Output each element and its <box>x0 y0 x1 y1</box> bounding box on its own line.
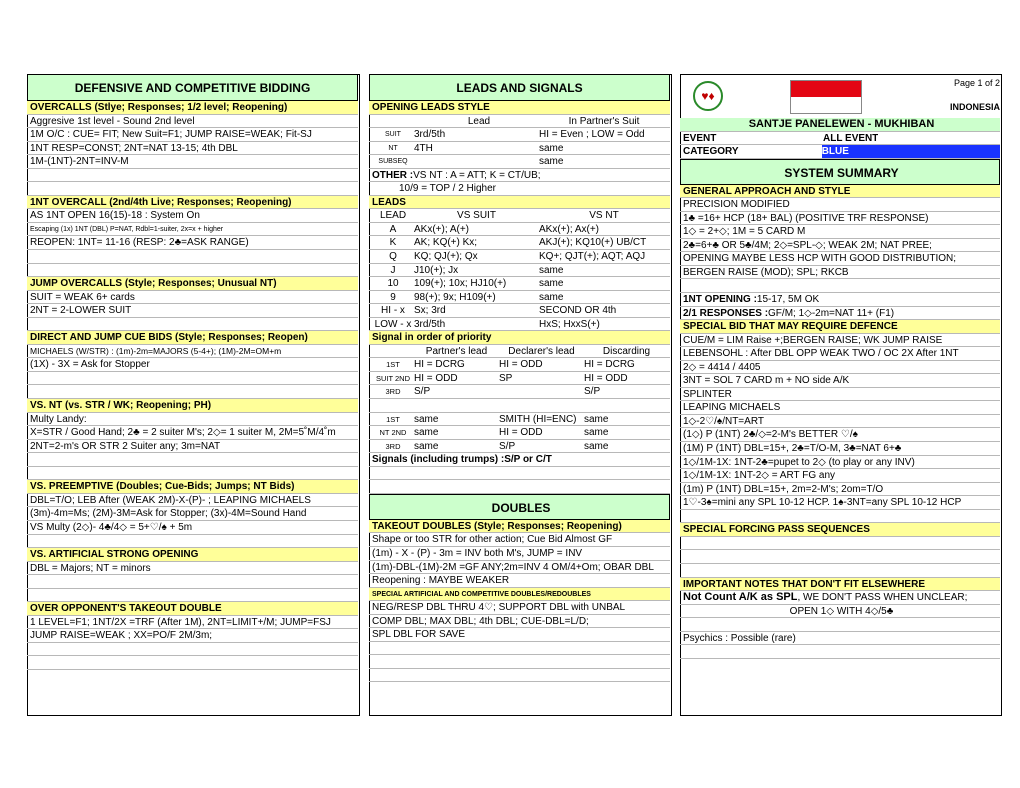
cell: HI = ODD <box>499 427 543 439</box>
cell: AKx(+); Ax(+) <box>539 223 600 235</box>
cell: J10(+); Jx <box>414 264 459 276</box>
psychics-line: Psychics : Possible (rare) <box>680 632 1000 646</box>
opening-leads-row <box>369 142 670 156</box>
pair-names: SANTJE PANELEWEN - MUKHIBAN <box>680 118 1000 132</box>
cell: AKx(+); A(+) <box>414 223 470 235</box>
general-line: 1◇ = 2+◇; 1M = 5 CARD M <box>680 225 1000 239</box>
special-bid-line: LEAPING MICHAELS <box>680 401 1000 415</box>
cell: AKJ(+); KQ10(+) UB/CT <box>539 237 647 249</box>
cell: SMITH (HI=ENC) <box>499 413 577 425</box>
nt-overcall-line: Escaping (1x) 1NT (DBL) P=NAT, Rdbl=1-suiter, 2x=x + higher <box>27 223 358 237</box>
cell: S/P <box>584 386 601 398</box>
cell: SP <box>499 372 513 384</box>
special-bid-line: 3NT = SOL 7 CARD m + NO side A/K <box>680 374 1000 388</box>
cell <box>414 155 539 168</box>
forcing-pass-heading: SPECIAL FORCING PASS SEQUENCES <box>680 523 1000 537</box>
country-name: INDONESIA <box>949 102 1000 112</box>
cell: same <box>539 264 564 276</box>
row-label: 10 <box>387 278 399 290</box>
col-header: In Partner's Suit <box>568 115 640 127</box>
takeout-double-line: 1 LEVEL=F1; 1NT/2X =TRF (After 1M), 2NT=LIMIT+/M; JUMP=FSJ <box>27 616 358 630</box>
cell: 98(+); 9x; H109(+) <box>414 291 496 303</box>
note-bold: Not Count A/K as SPL <box>683 591 798 604</box>
cue-bids-line: (1X) - 3X = Ask for Stopper <box>27 358 358 372</box>
blank-line <box>27 467 358 481</box>
special-bid-line: 1♡-3♠=mini any SPL 10-12 HCP. 1♠-3NT=any SPL 10-12 HCP <box>680 496 1000 510</box>
cell: S/P <box>414 386 431 398</box>
leads-heading: LEADS <box>369 196 670 210</box>
cell: HI = Even ; LOW = Odd <box>539 129 645 141</box>
row-label: SUIT <box>385 131 401 139</box>
doubles-title: DOUBLES <box>369 494 670 520</box>
row-label: HI - x <box>381 305 405 317</box>
general-line: OPENING MAYBE LESS HCP WITH GOOD DISTRIBUTION; <box>680 252 1000 266</box>
leads-row <box>369 223 670 237</box>
vs-nt-line: X=STR / Good Hand; 2♣ = 2 suiter M's; 2◇= 1 suiter M, 2M=5˚M/4˚m <box>27 426 358 440</box>
special-bid-line: LEBENSOHL : After DBL OPP WEAK TWO / OC 2X After 1NT <box>680 347 1000 361</box>
responses-value: GF/M; 1◇-2m=NAT 11+ (F1) <box>768 307 895 319</box>
opening-leads-header-row <box>369 115 670 129</box>
row-label: NT <box>388 144 398 152</box>
general-line: BERGEN RAISE (MOD); SPL; RKCB <box>680 266 1000 280</box>
blank-line <box>369 669 670 683</box>
blank-line <box>27 318 358 332</box>
general-line: PRECISION MODIFIED <box>680 198 1000 212</box>
special-bid-line: 1◇/1M-1X: 1NT-2♣=pupet to 2◇ (to play or any INV) <box>680 456 1000 470</box>
blank-line <box>680 645 1000 659</box>
takeout-doubles-line: (1m) - X - (P) - 3m = INV both M's, JUMP = INV <box>369 547 670 561</box>
page-number: Page 1 of 2 <box>953 78 1000 88</box>
svg-text:♥♦: ♥♦ <box>701 89 715 103</box>
general-approach-heading: GENERAL APPROACH AND STYLE <box>680 185 1000 199</box>
leads-header-row <box>369 209 670 223</box>
col-header: VS NT <box>589 210 619 222</box>
leads-row <box>369 304 670 318</box>
special-bid-line: 2◇ = 4414 / 4405 <box>680 361 1000 375</box>
special-doubles-line: SPL DBL FOR SAVE <box>369 628 670 642</box>
leads-row <box>369 264 670 278</box>
signal-heading: Signal in order of priority <box>369 331 670 345</box>
opening-leads-heading: OPENING LEADS STYLE <box>369 101 670 115</box>
cell: 3rd/5th <box>414 129 446 141</box>
cell: HI = ODD <box>499 359 543 371</box>
row-label: 9 <box>390 291 396 303</box>
defensive-title: DEFENSIVE AND COMPETITIVE BIDDING <box>27 74 358 101</box>
nt-opening-row <box>680 293 1000 307</box>
other-row <box>369 169 670 183</box>
takeout-doubles-heading: TAKEOUT DOUBLES (Style; Responses; Reopening) <box>369 520 670 534</box>
blank-line <box>27 535 358 549</box>
category-row <box>680 145 1000 159</box>
blank-line <box>27 250 358 264</box>
cell: Sx; 3rd <box>414 305 446 317</box>
takeout-doubles-line: Reopening : MAYBE WEAKER <box>369 574 670 588</box>
row-label: 3RD <box>385 387 401 397</box>
vs-nt-line: 2NT=2-m's OR STR 2 Suiter any; 3m=NAT <box>27 440 358 454</box>
cell: SECOND OR 4th <box>539 305 617 317</box>
signal-row <box>369 413 670 427</box>
cell: HI = ODD <box>584 372 628 384</box>
cell: same <box>539 142 564 154</box>
special-bid-list <box>680 334 1000 510</box>
blank-line <box>680 537 1000 551</box>
other-text: VS NT : A = ATT; K = CT/UB; <box>413 169 541 181</box>
cell: same <box>584 440 609 452</box>
event-value: ALL EVENT <box>823 132 879 144</box>
signal-suit-table <box>369 358 670 399</box>
opening-leads-row <box>369 128 670 142</box>
cell: same <box>539 278 564 290</box>
row-label: SUIT 2ND <box>375 373 411 383</box>
row-label: K <box>389 237 397 249</box>
blank-line <box>27 169 358 183</box>
blank-line <box>680 618 1000 632</box>
vs-preemptive-line: (3m)-4m=Ms; (2M)-3M=Ask for Stopper; (3x)-4M=Sound Hand <box>27 507 358 521</box>
col-header: LEAD <box>379 210 407 222</box>
leads-row <box>369 236 670 250</box>
special-bid-line: (1M) P (1NT) DBL=15+, 2♣=T/O-M, 3♣=NAT 6+♣ <box>680 442 1000 456</box>
special-doubles-line: COMP DBL; MAX DBL; 4th DBL; CUE-DBL=L/D; <box>369 615 670 629</box>
cell: same <box>539 291 564 303</box>
note-text: , WE DON'T PASS WHEN UNCLEAR; <box>797 592 968 604</box>
cell: 4TH <box>414 142 433 154</box>
nt-overcall-line: REOPEN: 1NT= 11-16 (RESP: 2♣=ASK RANGE) <box>27 236 358 250</box>
takeout-doubles-line: Shape or too STR for other action; Cue Bid Almost GF <box>369 533 670 547</box>
blank-line <box>369 642 670 656</box>
vs-preemptive-line: DBL=T/O; LEB After (WEAK 2M)-X-(P)- ; LEAPING MICHAELS <box>27 494 358 508</box>
row-label: A <box>389 223 397 235</box>
cell: same <box>414 440 439 452</box>
col-header: Discarding <box>602 345 651 357</box>
col-header: Lead <box>467 115 491 127</box>
cell: S/P <box>499 440 516 452</box>
category-label: CATEGORY <box>683 146 739 158</box>
system-summary-title: SYSTEM SUMMARY <box>680 159 1000 185</box>
row-label: Q <box>389 251 397 263</box>
signal-row <box>369 372 670 386</box>
blank-line <box>369 399 670 413</box>
signal-header-row <box>369 345 670 359</box>
row-label: 1ST <box>386 414 400 424</box>
special-doubles-line: NEG/RESP DBL THRU 4♡; SUPPORT DBL with UNBAL <box>369 601 670 615</box>
blank-line <box>27 656 358 670</box>
other-line-2: 10/9 = TOP / 2 Higher <box>369 182 670 196</box>
signal-nt-table <box>369 413 670 454</box>
signal-row <box>369 440 670 454</box>
leads-row <box>369 318 670 332</box>
trumps-signals: Signals (including trumps) :S/P or C/T <box>369 453 670 467</box>
important-note-2: OPEN 1◇ WITH 4◇/5♣ <box>680 605 1000 619</box>
overcalls-line: 1M O/C : CUE= FIT; New Suit=F1; JUMP RAISE=WEAK; Fit-SJ <box>27 128 358 142</box>
blank-line <box>27 575 358 589</box>
takeout-double-line: JUMP RAISE=WEAK ; XX=PO/F 2M/3m; <box>27 629 358 643</box>
signal-row <box>369 358 670 372</box>
overcalls-line: 1M-(1NT)-2NT=INV-M <box>27 155 358 169</box>
jump-overcalls-line: SUIT = WEAK 6+ cards <box>27 291 358 305</box>
special-bid-line: 1◇-2♡/♠/NT=ART <box>680 415 1000 429</box>
row-label: LOW - x <box>374 318 412 330</box>
blank-line <box>27 385 358 399</box>
row-label: 1ST <box>386 360 400 370</box>
row-label: SUBSEQ <box>378 158 408 166</box>
takeout-doubles-line: (1m)-DBL-(1M)-2M =GF ANY;2m=INV 4 OM/4+Om; OBAR DBL <box>369 561 670 575</box>
special-doubles-heading: SPECIAL ARTIFICIAL AND COMPETITIVE DOUBLES/REDOUBLES <box>369 588 670 602</box>
row-label: 3RD <box>385 441 401 451</box>
general-line: 2♣=6+♣ OR 5♣/4M; 2◇=SPL-◇; WEAK 2M; NAT PREE; <box>680 239 1000 253</box>
blank-line <box>27 589 358 603</box>
vs-nt-line: Multy Landy: <box>27 413 358 427</box>
row-label: J <box>390 264 396 276</box>
blank-line <box>680 510 1000 524</box>
vs-nt-heading: VS. NT (vs. STR / WK; Reopening; PH) <box>27 399 358 413</box>
cell: 3rd/5th <box>414 318 446 330</box>
vs-artificial-line: DBL = Majors; NT = minors <box>27 562 358 576</box>
vs-preemptive-heading: VS. PREEMPTIVE (Doubles; Cue-Bids; Jumps; NT Bids) <box>27 480 358 494</box>
leads-row <box>369 277 670 291</box>
overcalls-line: Aggresive 1st level - Sound 2nd level <box>27 115 358 129</box>
col-header: Declarer's lead <box>508 345 575 357</box>
cell: KQ+; QJT(+); AQT; AQJ <box>539 251 646 263</box>
other-label: OTHER : <box>372 169 414 181</box>
cue-bids-line: MICHAELS (W/STR) : (1m)-2m=MAJORS (5-4+); (1M)-2M=OM+m <box>27 345 358 359</box>
event-label: EVENT <box>683 132 717 144</box>
responses-label: 2/1 RESPONSES : <box>683 307 769 319</box>
cell: HxS; HxxS(+) <box>539 318 600 330</box>
nt-overcall-line: AS 1NT OPEN 16(15)-18 : System On <box>27 209 358 223</box>
cell: AK; KQ(+) Kx; <box>414 237 478 249</box>
leads-row <box>369 250 670 264</box>
cell: same <box>539 156 564 168</box>
blank-line <box>27 643 358 657</box>
category-value: BLUE <box>822 145 1000 158</box>
special-bid-heading: SPECIAL BID THAT MAY REQUIRE DEFENCE <box>680 320 1000 334</box>
row-label: NT 2ND <box>379 428 407 438</box>
special-bid-line: 1◇/1M-1X: 1NT-2◇ = ART FG any <box>680 469 1000 483</box>
jump-overcalls-heading: JUMP OVERCALLS (Style; Responses; Unusual NT) <box>27 277 358 291</box>
blank-line <box>369 480 670 494</box>
cue-bids-heading: DIRECT AND JUMP CUE BIDS (Style; Responses; Reopen) <box>27 331 358 345</box>
signal-row <box>369 385 670 399</box>
nt-opening-label: 1NT OPENING : <box>683 294 757 306</box>
nt-opening-value: 15-17, 5M OK <box>756 294 820 306</box>
cell: HI = DCRG <box>414 359 465 371</box>
leads-signals-title: LEADS AND SIGNALS <box>369 74 670 101</box>
col-header: Partner's lead <box>425 345 488 357</box>
takeout-double-heading: OVER OPPONENT'S TAKEOUT DOUBLE <box>27 602 358 616</box>
blank-line <box>27 182 358 196</box>
blank-line <box>27 453 358 467</box>
leads-row <box>369 291 670 305</box>
signal-row <box>369 426 670 440</box>
vs-artificial-heading: VS. ARTIFICIAL STRONG OPENING <box>27 548 358 562</box>
important-notes-heading: IMPORTANT NOTES THAT DON'T FIT ELSEWHERE <box>680 578 1000 592</box>
overcalls-line: 1NT RESP=CONST; 2NT=NAT 13-15; 4th DBL <box>27 142 358 156</box>
special-bid-line: SPLINTER <box>680 388 1000 402</box>
header-space <box>680 74 1000 118</box>
blank-line <box>680 550 1000 564</box>
cell: HI = ODD <box>414 372 458 384</box>
jump-overcalls-line: 2NT = 2-LOWER SUIT <box>27 304 358 318</box>
nt-overcall-heading: 1NT OVERCALL (2nd/4th Live; Responses; Reopening) <box>27 196 358 210</box>
blank-line <box>369 655 670 669</box>
cell: HI = DCRG <box>584 359 635 371</box>
general-line: 1♣ =16+ HCP (18+ BAL) (POSITIVE TRF RESPONSE) <box>680 212 1000 226</box>
cell: same <box>584 427 609 439</box>
responses-row <box>680 307 1000 321</box>
leads-table <box>369 223 670 331</box>
opening-leads-row <box>369 155 670 169</box>
cell: 109(+); 10x; HJ10(+) <box>414 278 507 290</box>
cell: same <box>584 413 609 425</box>
blank-line <box>680 564 1000 578</box>
vs-preemptive-line: VS Multy (2◇)- 4♣/4◇ = 5+♡/♠ + 5m <box>27 521 358 535</box>
blank-line <box>369 467 670 481</box>
special-bid-line: (1◇) P (1NT) 2♣/◇=2-M's BETTER ♡/♠ <box>680 428 1000 442</box>
col-header: VS SUIT <box>457 210 496 222</box>
overcalls-heading: OVERCALLS (Stlye; Responses; 1/2 level; Reopening) <box>27 101 358 115</box>
cell: KQ; QJ(+); Qx <box>414 251 478 263</box>
special-bid-line: (1m) P (1NT) DBL=15+, 2m=2-M's; 2om=T/O <box>680 483 1000 497</box>
cell <box>499 385 584 398</box>
blank-line <box>27 372 358 386</box>
special-bid-line: CUE/M = LIM Raise +;BERGEN RAISE; WK JUMP RAISE <box>680 334 1000 348</box>
blank-line <box>680 279 1000 293</box>
cell: same <box>414 413 439 425</box>
event-row <box>680 132 1000 146</box>
blank-line <box>27 264 358 278</box>
cell: same <box>414 427 439 439</box>
important-note-1 <box>680 591 1000 605</box>
